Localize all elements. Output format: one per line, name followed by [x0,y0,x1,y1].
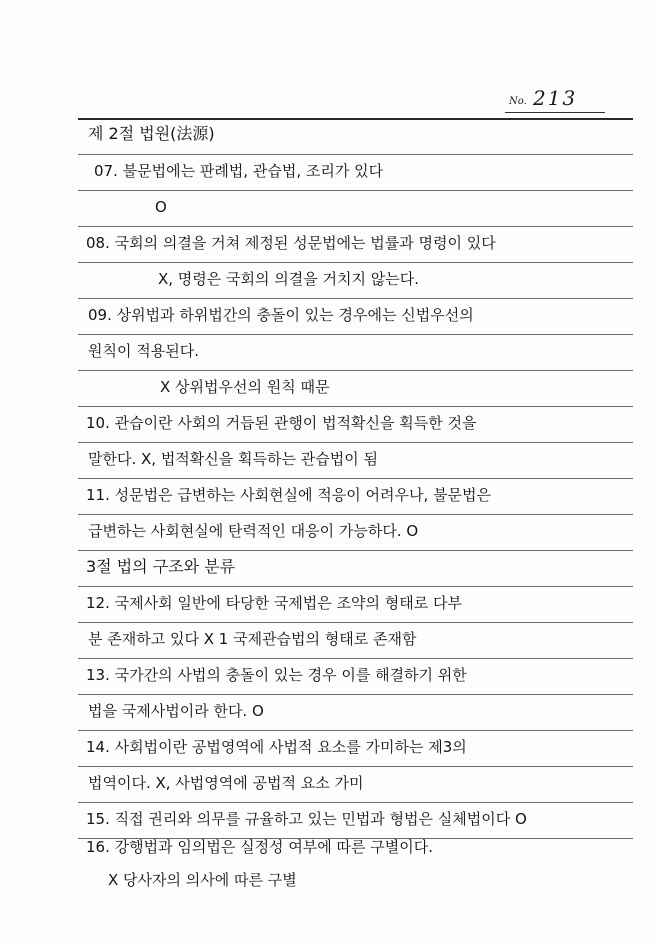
answer-12: 분 존재하고 있다 X 1 국제관습법의 형태로 존재함 [88,630,417,648]
ruled-line [78,802,633,803]
ruled-line [78,442,633,443]
ruled-line [78,694,633,695]
question-09-cont: 원칙이 적용된다. [88,342,199,360]
question-09: 09. 상위법과 하위법간의 충돌이 있는 경우에는 신법우선의 [88,306,474,324]
ruled-line [78,154,633,155]
page-number [505,88,605,114]
ruled-line [78,622,633,623]
question-15: 15. 직접 권리와 의무를 규율하고 있는 민법과 형법은 실체법이다 O [86,810,527,828]
section-heading: 제 2절 법원(法源) [88,124,215,143]
question-16: 16. 강행법과 임의법은 실정성 여부에 따른 구별이다. [86,838,434,856]
ruled-line [78,406,633,407]
ruled-line [78,190,633,191]
question-07: 07. 불문법에는 판례법, 관습법, 조리가 있다 [94,162,384,180]
ruled-line [78,550,633,551]
ruled-line [78,298,633,299]
ruled-line [78,226,633,227]
ruled-line [78,370,633,371]
page-number-value: 213 [533,86,578,110]
answer-11: 급변하는 사회현실에 탄력적인 대응이 가능하다. O [88,522,419,540]
top-rule [78,118,633,120]
ruled-line [78,730,633,731]
ruled-line [78,262,633,263]
question-12: 12. 국제사회 일반에 타당한 국제법은 조약의 형태로 다부 [86,594,463,612]
ruled-line [78,334,633,335]
page-number-underline [505,112,605,113]
answer-13: 법을 국제사법이라 한다. O [88,702,264,720]
question-11: 11. 성문법은 급변하는 사회현실에 적응이 어려우나, 불문법은 [86,486,491,504]
ruled-line [78,586,633,587]
answer-08: X, 명령은 국회의 의결을 거치지 않는다. [158,270,420,288]
question-13: 13. 국가간의 사법의 충돌이 있는 경우 이를 해결하기 위한 [86,666,467,684]
ruled-line [78,658,633,659]
answer-09: X 상위법우선의 원칙 때문 [160,378,330,396]
question-14: 14. 사회법이란 공법영역에 사법적 요소를 가미하는 제3의 [86,738,467,756]
section-heading-3: 3절 법의 구조와 분류 [86,557,236,576]
ruled-line [78,478,633,479]
ruled-line [78,766,633,767]
answer-16: X 당사자의 의사에 따른 구별 [108,871,297,889]
answer-07: O [155,198,167,216]
page-number-label: No. [509,96,527,107]
question-08: 08. 국회의 의결을 거쳐 제정된 성문법에는 법률과 명령이 있다 [86,234,496,252]
question-10: 10. 관습이란 사회의 거듭된 관행이 법적확신을 획득한 것을 [86,414,477,432]
answer-14: 법역이다. X, 사법영역에 공법적 요소 가미 [88,774,364,792]
answer-10: 말한다. X, 법적확신을 획득하는 관습법이 됨 [88,450,378,468]
ruled-line [78,514,633,515]
